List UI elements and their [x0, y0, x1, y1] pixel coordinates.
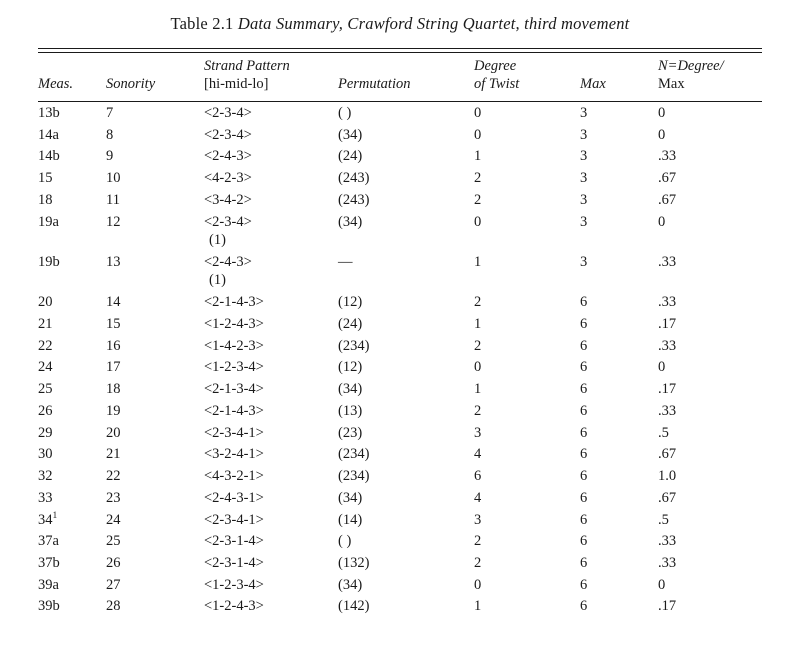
cell-sonority: 17: [106, 359, 121, 376]
cell-twist: 4: [474, 446, 482, 463]
cell-meas: 37a: [38, 533, 59, 550]
cell-meas: 19b: [38, 253, 60, 270]
cell-max: 6: [580, 315, 588, 332]
cell-twist: 2: [474, 533, 482, 550]
cell-sonority: 22: [106, 468, 121, 485]
cell-meas: 39a: [38, 576, 59, 593]
cell-n: .5: [658, 424, 669, 441]
table-body: [38, 102, 762, 618]
cell-twist: 1: [474, 381, 482, 398]
cell-twist: 0: [474, 213, 482, 230]
cell-strand: <2-3-4> (1): [204, 211, 338, 251]
cell-strand: <2-3-4>: [204, 104, 252, 121]
cell-n: .17: [658, 381, 677, 398]
cell-permutation: (12): [338, 359, 363, 376]
cell-strand: <2-3-1-4>: [204, 533, 264, 550]
table-row: [38, 168, 762, 190]
cell-n: .33: [658, 337, 677, 354]
cell-sonority: 12: [106, 213, 121, 230]
cell-meas: 22: [38, 337, 53, 354]
header-n-line2: Max: [658, 75, 685, 92]
table-row: [38, 379, 762, 401]
data-summary-table: [38, 48, 762, 618]
cell-strand: <4-3-2-1>: [204, 468, 264, 485]
table-row: [38, 465, 762, 487]
cell-twist: 1: [474, 598, 482, 615]
cell-permutation: (14): [338, 511, 363, 528]
table-row: [38, 574, 762, 596]
header-strand-pattern: [204, 53, 338, 100]
cell-permutation: (234): [338, 337, 370, 354]
table-row: [38, 357, 762, 379]
cell-strand: <1-4-2-3>: [204, 337, 264, 354]
cell-max: 3: [580, 126, 588, 143]
cell-sonority: 21: [106, 446, 121, 463]
cell-n: .67: [658, 191, 677, 208]
cell-twist: 2: [474, 294, 482, 311]
cell-max: 6: [580, 424, 588, 441]
table-row: [38, 444, 762, 466]
cell-twist: 0: [474, 104, 482, 121]
cell-twist: 2: [474, 555, 482, 572]
cell-permutation: (132): [338, 555, 370, 572]
cell-strand: <2-3-4-1>: [204, 424, 264, 441]
cell-twist: 3: [474, 424, 482, 441]
cell-meas: 19a: [38, 213, 59, 230]
strand-subline: (1): [209, 272, 226, 289]
header-n-line1: N=Degree/: [658, 58, 724, 74]
cell-twist: 2: [474, 170, 482, 187]
cell-sonority: 18: [106, 381, 121, 398]
cell-sonority: 15: [106, 315, 121, 332]
cell-sonority: 14: [106, 294, 121, 311]
cell-twist: 3: [474, 511, 482, 528]
cell-permutation: (34): [338, 213, 363, 230]
cell-n: 0: [658, 576, 666, 593]
cell-meas: 32: [38, 468, 53, 485]
cell-max: 6: [580, 576, 588, 593]
cell-permutation: (234): [338, 446, 370, 463]
cell-meas: 14a: [38, 126, 59, 143]
cell-permutation: (243): [338, 191, 370, 208]
cell-meas: 26: [38, 402, 53, 419]
cell-n: .33: [658, 533, 677, 550]
cell-max: 6: [580, 446, 588, 463]
cell-sonority: 25: [106, 533, 121, 550]
cell-max: 3: [580, 170, 588, 187]
cell-sonority: 24: [106, 511, 121, 528]
cell-permutation: (13): [338, 402, 363, 419]
table-row: [38, 124, 762, 146]
cell-max: 6: [580, 598, 588, 615]
cell-strand: <2-3-4-1>: [204, 511, 264, 528]
cell-max: 6: [580, 381, 588, 398]
cell-strand: <1-2-3-4>: [204, 359, 264, 376]
cell-permutation: (34): [338, 489, 363, 506]
cell-strand: <2-1-3-4>: [204, 381, 264, 398]
table-row: [38, 552, 762, 574]
cell-strand: <1-2-3-4>: [204, 576, 264, 593]
cell-max: 3: [580, 191, 588, 208]
cell-twist: 0: [474, 359, 482, 376]
table-row: [38, 211, 762, 251]
cell-meas: 20: [38, 294, 53, 311]
cell-strand: <2-4-3-1>: [204, 489, 264, 506]
cell-n: .5: [658, 511, 669, 528]
cell-meas: 15: [38, 170, 53, 187]
cell-max: 3: [580, 104, 588, 121]
cell-sonority: 20: [106, 424, 121, 441]
footnote-marker: 1: [52, 510, 58, 521]
table-row: [38, 292, 762, 314]
table-head: [38, 49, 762, 102]
header-twist-line1: Degree: [474, 58, 517, 74]
cell-strand: <2-3-4>: [204, 126, 252, 143]
cell-max: 6: [580, 294, 588, 311]
cell-sonority: 19: [106, 402, 121, 419]
cell-sonority: 10: [106, 170, 121, 187]
cell-strand: <4-2-3>: [204, 170, 252, 187]
cell-max: 3: [580, 253, 588, 270]
cell-n: .17: [658, 598, 677, 615]
header-sonority: Sonority: [106, 75, 156, 92]
cell-twist: 1: [474, 253, 482, 270]
cell-sonority: 13: [106, 253, 121, 270]
cell-n: .33: [658, 253, 677, 270]
cell-twist: 6: [474, 468, 482, 485]
table-row: [38, 251, 762, 291]
cell-permutation: (142): [338, 598, 370, 615]
cell-meas: 21: [38, 315, 53, 332]
caption-title: Data Summary, Crawford String Quartet, third movement: [237, 14, 630, 33]
cell-max: 6: [580, 533, 588, 550]
cell-twist: 0: [474, 576, 482, 593]
cell-twist: 1: [474, 315, 482, 332]
cell-strand: <2-3-1-4>: [204, 555, 264, 572]
cell-sonority: 9: [106, 148, 114, 165]
cell-meas: $34^1$: [38, 510, 58, 528]
header-degree-of-twist: [474, 53, 580, 100]
table-row: [38, 313, 762, 335]
cell-sonority: 16: [106, 337, 121, 354]
cell-permutation: (23): [338, 424, 363, 441]
table-row: [38, 509, 762, 531]
cell-meas: 25: [38, 381, 53, 398]
cell-strand: <1-2-4-3>: [204, 315, 264, 332]
cell-strand: <2-4-3> (1): [204, 251, 338, 291]
table-row: [38, 400, 762, 422]
cell-permutation: (243): [338, 170, 370, 187]
cell-max: 6: [580, 511, 588, 528]
cell-meas: 29: [38, 424, 53, 441]
header-strand-line1: Strand Pattern: [204, 58, 290, 74]
table-caption: [38, 14, 762, 34]
header-permutation: Permutation: [338, 75, 411, 92]
cell-permutation: ( ): [338, 533, 352, 550]
cell-strand: <2-1-4-3>: [204, 294, 264, 311]
table-row: [38, 422, 762, 444]
cell-meas: 33: [38, 489, 53, 506]
table-row: [38, 146, 762, 168]
cell-sonority: 7: [106, 104, 114, 121]
cell-meas: 13b: [38, 104, 60, 121]
cell-sonority: 11: [106, 191, 120, 208]
cell-permutation: (34): [338, 381, 363, 398]
cell-n: 0: [658, 359, 666, 376]
cell-sonority: 26: [106, 555, 121, 572]
cell-n: 0: [658, 126, 666, 143]
cell-n: .67: [658, 489, 677, 506]
cell-n: 0: [658, 104, 666, 121]
cell-strand: <1-2-4-3>: [204, 598, 264, 615]
cell-meas: 18: [38, 191, 53, 208]
cell-twist: 2: [474, 337, 482, 354]
cell-permutation: (34): [338, 126, 363, 143]
cell-meas: 24: [38, 359, 53, 376]
cell-twist: 2: [474, 402, 482, 419]
cell-twist: 2: [474, 191, 482, 208]
cell-n: 1.0: [658, 468, 677, 485]
table-row: [38, 102, 762, 124]
cell-meas: 30: [38, 446, 53, 463]
cell-strand: <3-2-4-1>: [204, 446, 264, 463]
strand-subline: (1): [209, 232, 226, 249]
cell-strand: <2-1-4-3>: [204, 402, 264, 419]
cell-max: 6: [580, 468, 588, 485]
cell-permutation: (12): [338, 294, 363, 311]
cell-max: 6: [580, 402, 588, 419]
cell-twist: 0: [474, 126, 482, 143]
cell-max: 6: [580, 337, 588, 354]
cell-sonority: 8: [106, 126, 114, 143]
cell-twist: 1: [474, 148, 482, 165]
cell-max: 3: [580, 148, 588, 165]
cell-max: 6: [580, 359, 588, 376]
cell-max: 6: [580, 489, 588, 506]
cell-max: 6: [580, 555, 588, 572]
caption-label: Table 2.1: [170, 14, 238, 33]
table-row: [38, 189, 762, 211]
cell-sonority: 23: [106, 489, 121, 506]
cell-permutation: —: [338, 253, 353, 270]
header-strand-line2: [hi-mid-lo]: [204, 75, 269, 92]
cell-n: .33: [658, 402, 677, 419]
header-row: [38, 53, 762, 100]
header-meas: Meas.: [38, 75, 74, 92]
header-twist-line2: of Twist: [474, 75, 520, 92]
cell-permutation: (234): [338, 468, 370, 485]
cell-meas: 14b: [38, 148, 60, 165]
cell-n: .33: [658, 148, 677, 165]
table-row: [38, 335, 762, 357]
cell-permutation: (24): [338, 148, 363, 165]
table-row: [38, 596, 762, 618]
table-row: [38, 531, 762, 553]
header-n: [658, 53, 762, 100]
cell-n: .33: [658, 555, 677, 572]
cell-strand: <3-4-2>: [204, 191, 252, 208]
cell-n: .67: [658, 170, 677, 187]
cell-twist: 4: [474, 489, 482, 506]
cell-sonority: 28: [106, 598, 121, 615]
cell-strand: <2-4-3>: [204, 148, 252, 165]
cell-permutation: ( ): [338, 104, 352, 121]
header-max: Max: [580, 75, 606, 92]
cell-max: 3: [580, 213, 588, 230]
cell-permutation: (34): [338, 576, 363, 593]
cell-meas: 39b: [38, 598, 60, 615]
cell-n: .33: [658, 294, 677, 311]
cell-permutation: (24): [338, 315, 363, 332]
cell-n: .17: [658, 315, 677, 332]
cell-sonority: 27: [106, 576, 121, 593]
cell-n: .67: [658, 446, 677, 463]
cell-n: 0: [658, 213, 666, 230]
table-row: [38, 487, 762, 509]
cell-meas: 37b: [38, 555, 60, 572]
